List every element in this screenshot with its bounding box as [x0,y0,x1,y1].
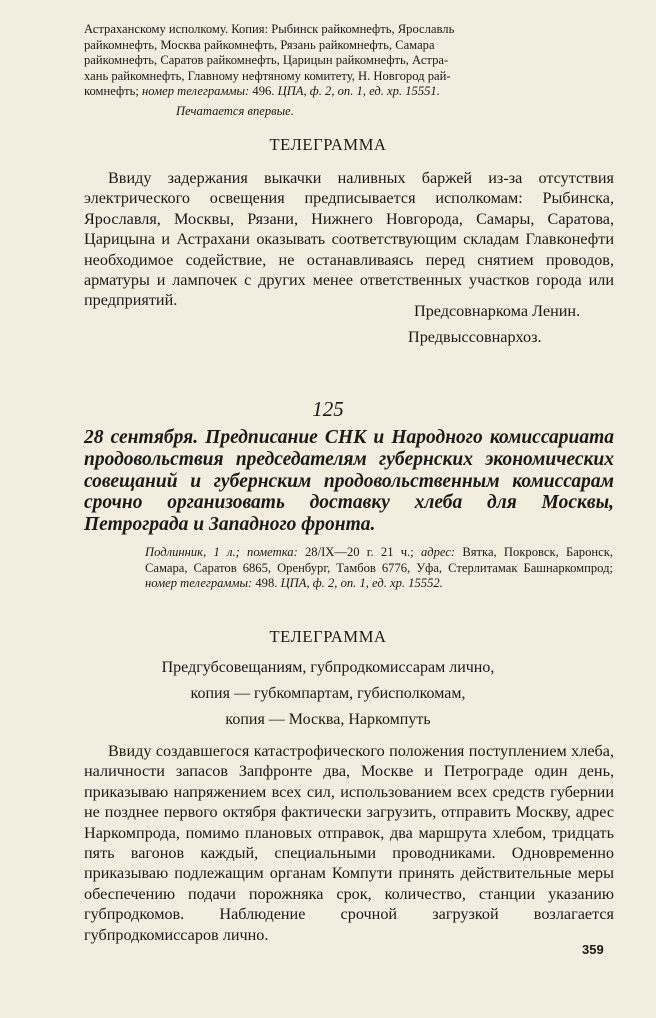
archive-text: 498. [252,576,281,590]
addressee-line: Предгубсовещаниям, губпродкомиссарам лично, [161,659,495,676]
printed-first-note: Печатается впервые. [176,104,294,118]
telegram-body: Ввиду создавшегося катастрофического положения поступлением хлеба, наличности запасов Запфронте два, Москве и Петрограде один день, приказываю напряжением всех сил, использованием всех средств губернии не позднее первого октября фактически загрузить, отправить Москву, адрес Наркомпрода, помимо плановых отправок, два маршрута хлебом, тридцать пять вагонов каждый, специальными проводниками. Одновременно приказываю подлежащим органам Компути принять действительные меры обеспечению подачи порожняка срок, количество, станции указанию губпродкомов. Наблюдение срочной загрузкой возлагается губпродкомиссаров лично. [84,742,614,944]
telegram-heading: ТЕЛЕГРАММА [269,135,387,154]
archive-text: 28/IX—20 г. 21 ч.; [297,545,421,559]
top-note-label: номер телеграммы: [142,84,250,98]
top-note-archive: ЦПА, ф. 2, оп. 1, ед. хр. 15551. [277,84,440,98]
archive-text: Вятка, Покровск, Баронск, Самара, Саратов 6865, Оренбург, Тамбов 6776, Уфа, Стерлитамак Башнаркомпрод; [145,545,613,575]
signature-lenin: Предсовнаркома Ленин. [414,302,581,320]
archive-label: адрес: [420,545,456,559]
addressee-line: копия — Москва, Наркомпуть [225,711,431,728]
top-note-line: Астраханскому исполкому. Копия: Рыбинск райкомнефть, Ярославль [84,22,455,36]
archive-label: номер телеграммы: [145,576,253,590]
document-title: 28 сентября. Предписание СНК и Народного комиссариата продовольствия председателям губернских экономических совещаний и губернским продовольственным комиссарам срочно организовать доставку хлеба для Москвы, Петрограда и Западного фронта. [84,427,614,536]
top-note-line [84,84,614,100]
telegram-heading: ТЕЛЕГРАММА [269,627,387,646]
archive-reference: ЦПА, ф. 2, оп. 1, ед. хр. 15552. [280,576,443,590]
telegram-body: Ввиду задержания выкачки наливных баржей из-за отсутствия электрического освещения предписывается исполкомам: Рыбинска, Ярославля, Москвы, Рязани, Нижнего Новгорода, Самары, Саратова, Царицына и Астрахани оказывать соответствующим складам Главконефти необходимое содействие, не останавливаясь перед снятием проводов, арматуры и лампочек с других менее ответственных участков города или предприятий. [84,169,614,310]
document-number: 125 [312,397,344,421]
top-note-text: 496. [249,84,278,98]
archive-note [145,545,613,592]
top-address-note [84,22,614,100]
top-note-line: райкомнефть, Москва райкомнефть, Рязань райкомнефть, Самара [84,37,435,52]
top-note-line: хань райкомнефть, Главному нефтяному комитету, Н. Новгород рай- [84,68,451,83]
top-note-line: райкомнефть, Саратов райкомнефть, Царицын райкомнефть, Астра- [84,53,449,67]
top-note-text: комнефть; [84,84,143,98]
addressee-line: копия — губкомпартам, губисполкомам, [190,685,466,702]
page-number: 359 [582,942,604,957]
archive-label: Подлинник, 1 л.; пометка: [145,545,298,559]
signature-vsnh: Предвыссовнархоз. [408,328,542,346]
